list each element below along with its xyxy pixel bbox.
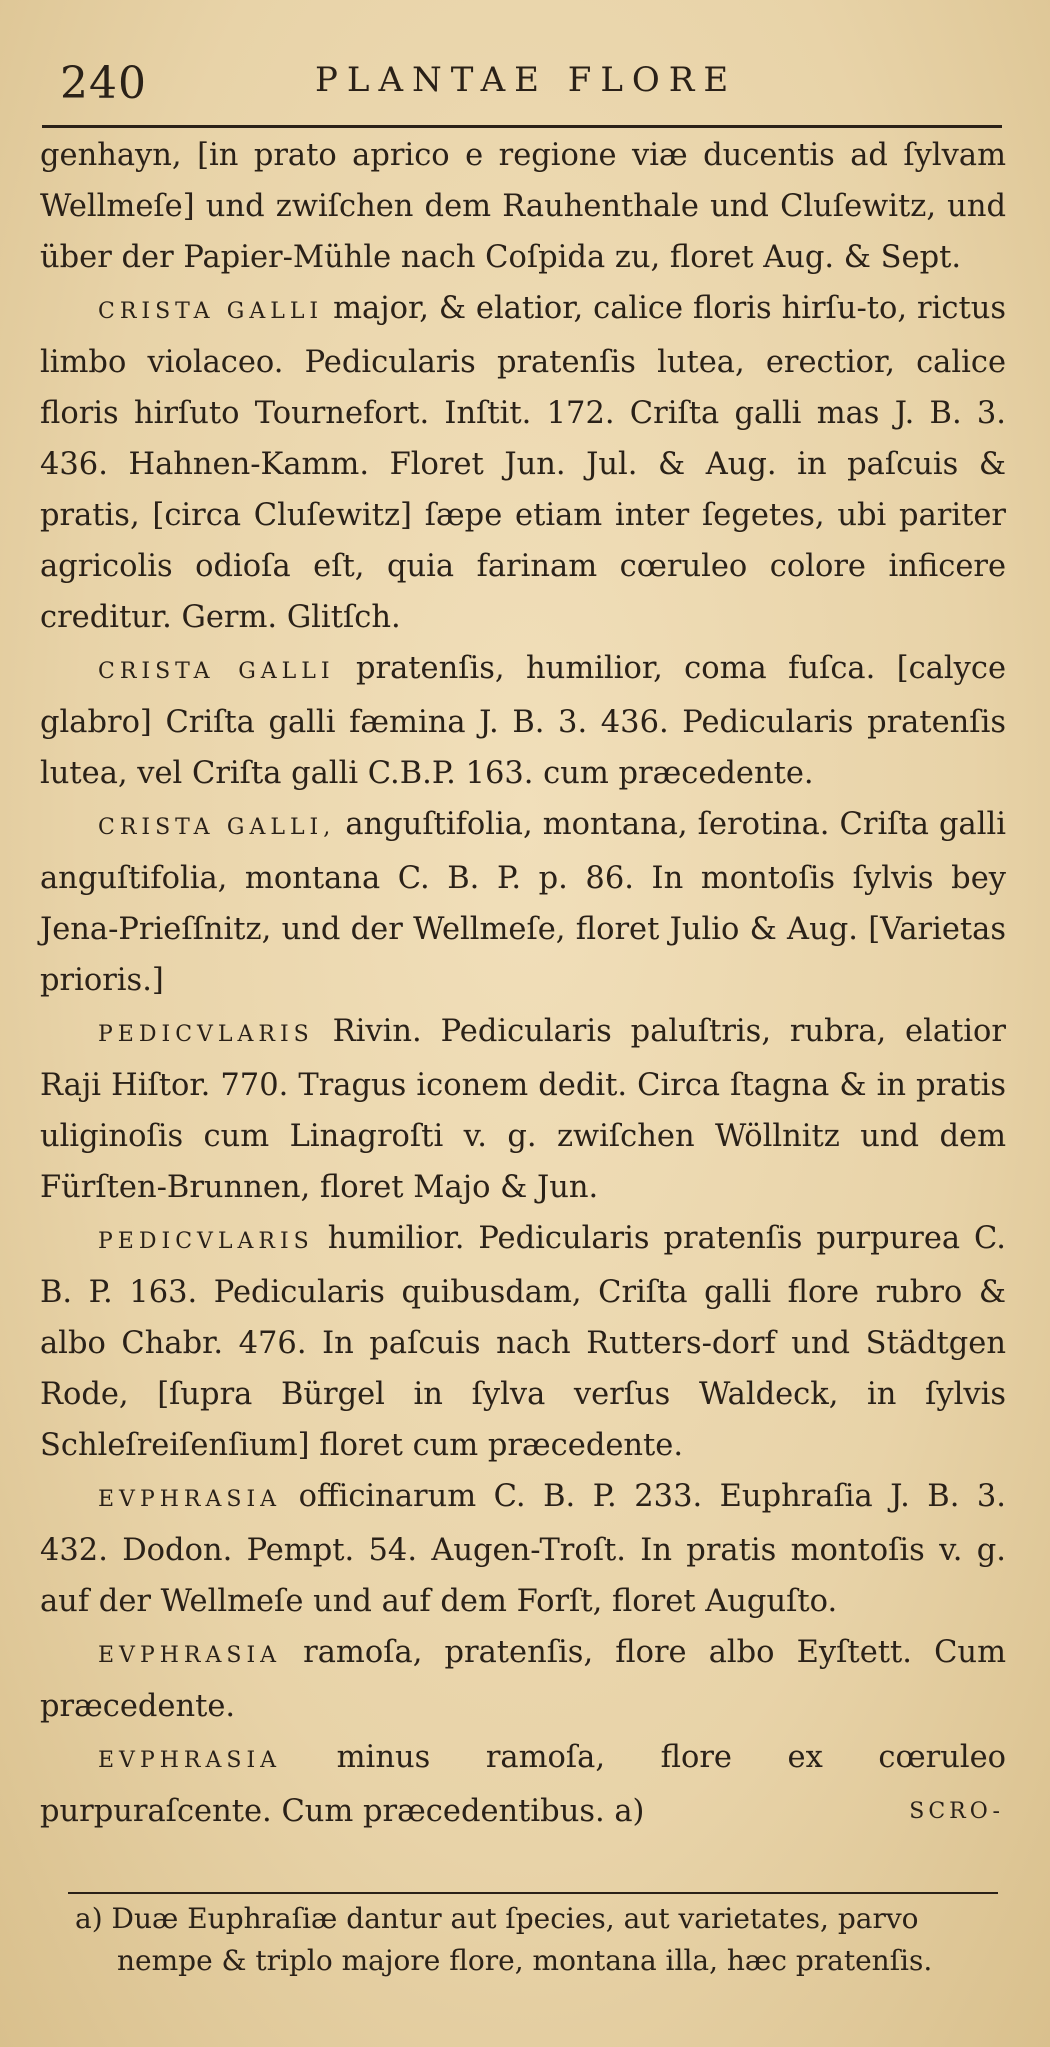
entry-text: anguſtifolia, montana, ſerotina. Criſta galli anguſtifolia, montana C. B. P. p. 86. In montoſis ſylvis bey Jena-Prieſſnitz, und der Wellmeſe, floret Julio & Aug. [Varietas prioris.] xyxy=(40,807,1006,998)
entry-text: officinarum C. B. P. 233. Euphraſia J. B. 3. 432. Dodon. Pempt. 54. Augen-Troſt. In pratis montoſis v. g. auf der Wellmeſe und auf dem Forſt, floret Auguſto. xyxy=(40,1479,1007,1619)
entry-continuation: genhayn, [in prato aprico e regione viæ ducentis ad ſylvam Wellmeſe] und zwiſchen dem Rauhenthale und Cluſewitz, und über der Papier-Mühle nach Coſpida zu, floret Aug. & Sept. xyxy=(40,138,1006,275)
page-header xyxy=(60,58,1000,108)
entry-euphrasia-minus-ramosa xyxy=(40,1732,1006,1837)
entry-text: ramoſa, pratenſis, flore albo Eyſtett. Cum præcedente. xyxy=(40,1635,1006,1724)
entry-text: Rivin. Pedicularis paluſtris, rubra, elatior Raji Hiſtor. 770. Tragus iconem dedit. Circa ſtagna & in pratis uliginoſis cum Linagroſti v. g. zwiſchen Wöllnitz und dem Fürſten-Brunnen, floret Majo & Jun. xyxy=(40,1014,1006,1205)
footnote xyxy=(75,1898,1005,1982)
entry-lead: CRISTA GALLI xyxy=(98,299,324,324)
entry-lead: CRISTA GALLI xyxy=(98,659,335,684)
header-rule xyxy=(42,125,1002,128)
entry-lead: PEDICVLARIS xyxy=(98,1229,314,1254)
entry-text: minus ramoſa, flore ex cœruleo purpuraſcente. Cum præcedentibus. a) xyxy=(40,1740,1007,1829)
entry-crista-galli-angustifolia xyxy=(40,799,1006,1006)
entry-lead: EVPHRASIA xyxy=(98,1643,282,1668)
entry-lead: PEDICVLARIS xyxy=(98,1022,314,1047)
entry-text: humilior. Pedicularis pratenſis purpurea C. B. P. 163. Pedicularis quibusdam, Criſta galli flore rubro & albo Chabr. 476. In paſcuis nach Rutters-dorf und Städtgen Rode, [ſupra Bürgel in ſylva verſus Waldeck, in ſylvis Schleſreiſenſium] floret cum præcedente. xyxy=(40,1221,1006,1463)
footnote-line-2: nempe & triplo majore flore, montana illa, hæc pratenſis. xyxy=(117,1944,933,1977)
footnote-rule xyxy=(68,1892,998,1894)
entry-text: pratenſis, humilior, coma fuſca. [calyce glabro] Criſta galli fæmina J. B. 3. 436. Pedicularis pratenſis lutea, vel Criſta galli C.B.P. 163. cum præcedente. xyxy=(40,651,1006,791)
entry-lead: EVPHRASIA xyxy=(98,1487,282,1512)
entry-pedicularis-rivin xyxy=(40,1006,1006,1213)
entry-lead: CRISTA GALLI, xyxy=(98,815,336,840)
entry-crista-galli-pratensis xyxy=(40,643,1006,799)
entry-euphrasia-officinarum xyxy=(40,1471,1006,1627)
running-head: PLANTAE FLORE xyxy=(315,60,738,100)
entry-euphrasia-ramosa xyxy=(40,1627,1006,1732)
footnote-line-1: a) Duæ Euphraſiæ dantur aut ſpecies, aut varietates, parvo xyxy=(75,1902,919,1935)
page-body xyxy=(40,130,1006,1837)
catchword: SCRO- xyxy=(909,1799,1004,1824)
entry-crista-galli-major xyxy=(40,283,1006,643)
entry-pedicularis-humilior xyxy=(40,1213,1006,1471)
entry-text: major, & elatior, calice floris hirſu-to, rictus limbo violaceo. Pedicularis pratenſis lutea, erectior, calice floris hirſuto Tournefort. Inſtit. 172. Criſta galli mas J. B. 3. 436. Hahnen-Kamm. Floret Jun. Jul. & Aug. in paſcuis & pratis, [circa Cluſewitz] ſæpe etiam inter ſegetes, ubi pariter agricolis odioſa eſt, quia farinam cœruleo colore inficere creditur. Germ. Glitſch. xyxy=(40,291,1006,635)
entry-lead: EVPHRASIA xyxy=(98,1748,282,1773)
page-number: 240 xyxy=(60,58,147,109)
